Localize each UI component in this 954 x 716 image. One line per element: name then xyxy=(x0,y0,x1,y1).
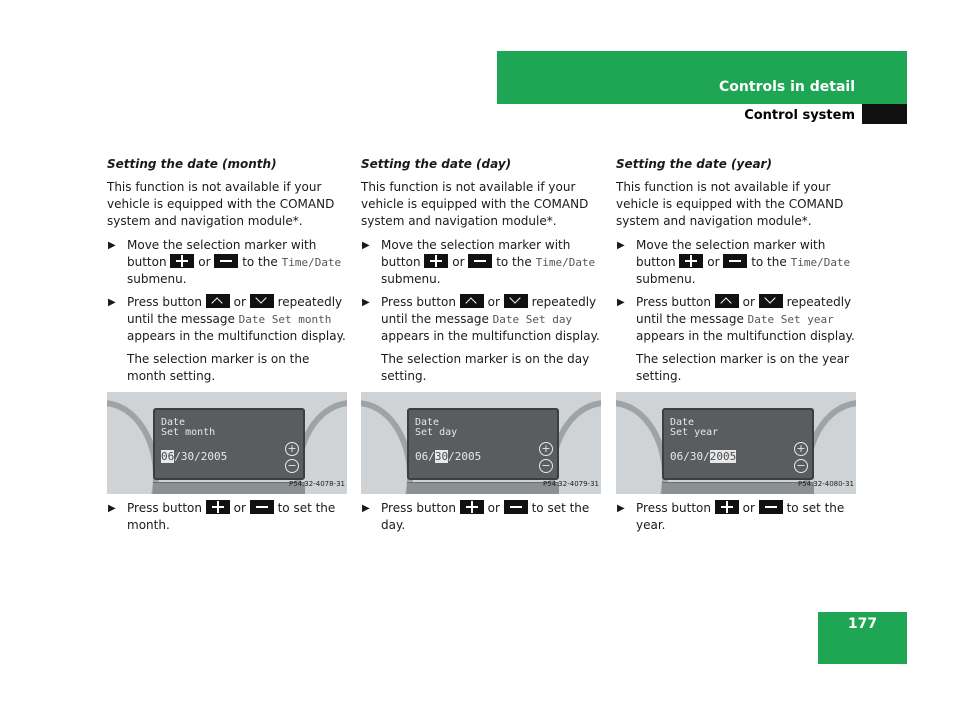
down-button-icon xyxy=(759,294,783,308)
intro-text: This function is not available if your vehicle is equipped with the COMAND system and navigation module*. xyxy=(361,180,589,228)
step-text: submenu. xyxy=(636,272,696,286)
bullet-arrow-icon: ▶ xyxy=(617,240,625,251)
plus-button-icon xyxy=(679,254,703,268)
step-text: Press button xyxy=(381,295,456,309)
step-select-menu xyxy=(616,237,856,288)
step-text: appears in the multifunction display. xyxy=(127,329,346,343)
bullet-arrow-icon: ▶ xyxy=(617,503,625,514)
down-button-icon xyxy=(504,294,528,308)
step-text: submenu. xyxy=(127,272,187,286)
instrument-cluster-image xyxy=(361,392,601,494)
instrument-cluster-image xyxy=(107,392,347,494)
step-note: The selection marker is on the day setting. xyxy=(381,352,590,383)
plus-button-icon xyxy=(460,500,484,514)
step-set-value xyxy=(616,500,856,534)
display-line-2: Set month xyxy=(161,427,216,438)
bullet-arrow-icon: ▶ xyxy=(108,297,116,308)
step-text: or xyxy=(742,501,755,515)
display-date xyxy=(161,448,227,465)
step-text: Press button xyxy=(636,295,711,309)
step-text: or xyxy=(233,501,246,515)
display-code: Date Set month xyxy=(238,313,332,326)
step-text: or xyxy=(742,295,755,309)
step-text: appears in the multifunction display. xyxy=(381,329,600,343)
display-code: Time/Date xyxy=(535,256,596,269)
down-button-icon xyxy=(250,294,274,308)
column-heading: Setting the date (day) xyxy=(361,157,512,171)
step-text: or xyxy=(487,295,500,309)
step-text: to set the year. xyxy=(636,501,845,532)
intro-text: This function is not available if your vehicle is equipped with the COMAND system and navigation module*. xyxy=(616,180,844,228)
step-note: The selection marker is on the month setting. xyxy=(127,352,310,383)
display-code: Time/Date xyxy=(790,256,851,269)
subsection-title: Control system xyxy=(744,108,855,123)
step-text: or xyxy=(452,255,465,269)
column-heading: Setting the date (year) xyxy=(616,157,772,171)
step-note: The selection marker is on the year setting. xyxy=(636,352,849,383)
section-tab xyxy=(862,104,907,124)
minus-button-icon xyxy=(214,254,238,268)
step-text: to set the month. xyxy=(127,501,336,532)
plus-round-icon: + xyxy=(285,442,299,456)
plus-button-icon xyxy=(206,500,230,514)
step-text: Move the selection marker with button xyxy=(636,238,826,269)
display-line-1: Date xyxy=(415,417,440,428)
minus-button-icon xyxy=(759,500,783,514)
column-heading: Setting the date (month) xyxy=(107,157,277,171)
display-line-2: Set year xyxy=(670,427,719,438)
date-selected: 30 xyxy=(434,450,449,463)
display-strip xyxy=(662,482,814,494)
date-part: /30/2005 xyxy=(174,450,228,463)
step-text: Move the selection marker with button xyxy=(381,238,571,269)
display-strip xyxy=(153,482,305,494)
display-strip xyxy=(407,482,559,494)
step-text: or xyxy=(233,295,246,309)
minus-button-icon xyxy=(468,254,492,268)
step-text: to the xyxy=(242,255,278,269)
plus-button-icon xyxy=(170,254,194,268)
step-text: to the xyxy=(751,255,787,269)
date-part: 06/ xyxy=(415,450,435,463)
minus-button-icon xyxy=(723,254,747,268)
section-title: Controls in detail xyxy=(719,79,855,95)
plus-button-icon xyxy=(424,254,448,268)
up-button-icon xyxy=(460,294,484,308)
step-text: repeatedly until the message xyxy=(127,295,343,326)
step-text: or xyxy=(198,255,211,269)
display-code: Time/Date xyxy=(281,256,342,269)
step-select-menu xyxy=(361,237,601,288)
display-line-1: Date xyxy=(161,417,186,428)
left-dial xyxy=(361,400,413,494)
instrument-cluster-image xyxy=(616,392,856,494)
step-text: repeatedly until the message xyxy=(636,295,852,326)
plus-round-icon: + xyxy=(539,442,553,456)
image-code: P54.32-4078-31 xyxy=(288,480,345,488)
bullet-arrow-icon: ▶ xyxy=(108,503,116,514)
step-select-message xyxy=(616,294,856,345)
step-text: appears in the multifunction display. xyxy=(636,329,855,343)
instruction-column xyxy=(107,156,347,540)
up-button-icon xyxy=(715,294,739,308)
up-button-icon xyxy=(206,294,230,308)
step-select-menu xyxy=(107,237,347,288)
left-dial xyxy=(107,400,159,494)
minus-round-icon: − xyxy=(794,459,808,473)
bullet-arrow-icon: ▶ xyxy=(108,240,116,251)
minus-round-icon: − xyxy=(539,459,553,473)
minus-button-icon xyxy=(250,500,274,514)
minus-round-icon: − xyxy=(285,459,299,473)
intro-text: This function is not available if your vehicle is equipped with the COMAND system and navigation module*. xyxy=(107,180,335,228)
multifunction-display xyxy=(407,408,559,480)
step-text: to set the day. xyxy=(381,501,590,532)
step-select-message xyxy=(107,294,347,345)
date-selected: 2005 xyxy=(709,450,737,463)
step-text: repeatedly until the message xyxy=(381,295,597,326)
page-number-box xyxy=(818,612,907,664)
minus-button-icon xyxy=(504,500,528,514)
bullet-arrow-icon: ▶ xyxy=(362,297,370,308)
image-code: P54.32-4080-31 xyxy=(797,480,854,488)
bullet-arrow-icon: ▶ xyxy=(362,503,370,514)
step-set-value xyxy=(361,500,601,534)
image-code: P54.32-4079-31 xyxy=(542,480,599,488)
display-date xyxy=(670,448,736,465)
multifunction-display xyxy=(153,408,305,480)
step-text: or xyxy=(487,501,500,515)
display-line-1: Date xyxy=(670,417,695,428)
step-text: Press button xyxy=(381,501,456,515)
step-text: Press button xyxy=(127,501,202,515)
display-line-2: Set day xyxy=(415,427,458,438)
step-text: or xyxy=(707,255,720,269)
date-part: 06/30/ xyxy=(670,450,710,463)
step-select-message xyxy=(361,294,601,345)
step-text: to the xyxy=(496,255,532,269)
step-text: Move the selection marker with button xyxy=(127,238,317,269)
step-text: Press button xyxy=(636,501,711,515)
display-date xyxy=(415,448,481,465)
header-bar xyxy=(497,51,907,104)
left-dial xyxy=(616,400,668,494)
date-selected: 06 xyxy=(161,450,175,463)
page-number: 177 xyxy=(847,616,878,632)
bullet-arrow-icon: ▶ xyxy=(362,240,370,251)
step-set-value xyxy=(107,500,347,534)
step-text: Press button xyxy=(127,295,202,309)
plus-button-icon xyxy=(715,500,739,514)
instruction-column xyxy=(361,156,601,540)
date-part: /2005 xyxy=(448,450,482,463)
step-text: submenu. xyxy=(381,272,441,286)
instruction-column xyxy=(616,156,856,540)
multifunction-display xyxy=(662,408,814,480)
bullet-arrow-icon: ▶ xyxy=(617,297,625,308)
display-code: Date Set day xyxy=(492,313,573,326)
plus-round-icon: + xyxy=(794,442,808,456)
display-code: Date Set year xyxy=(747,313,834,326)
